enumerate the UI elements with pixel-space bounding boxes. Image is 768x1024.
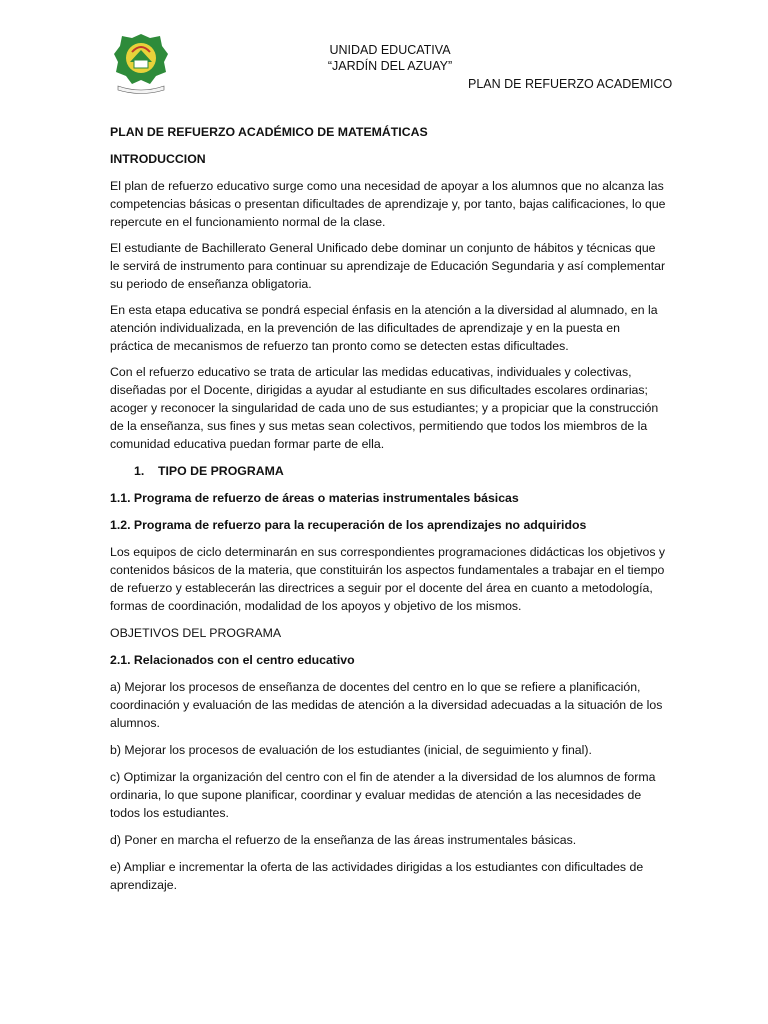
section-1-number: 1. bbox=[134, 464, 145, 478]
objective-c: c) Optimizar la organización del centro con el fin de atender a la diversidad de los alumnos de forma ordinaria, lo que supone planificar, coordinar y evaluar medidas de atención a las necesidades de todos los estudiantes. bbox=[110, 770, 656, 820]
objective-a: a) Mejorar los procesos de enseñanza de docentes del centro en lo que se refiere a planificación, coordinación y evaluación de las medidas de atención a la diversidad adecuadas a la situación de los alumnos. bbox=[110, 680, 663, 730]
document-header-title: PLAN DE REFUERZO ACADEMICO bbox=[468, 77, 673, 91]
intro-paragraph-3: En esta etapa educativa se pondrá especial énfasis en la atención a la diversidad al alumnado, en la atención individualizada, en la prevención de las dificultades de aprendizaje y en la puesta en práctica de mecanismos de refuerzo tan pronto como se detecten estas dificultades. bbox=[110, 303, 658, 353]
intro-paragraph-4: Con el refuerzo educativo se trata de articular las medidas educativas, individuales y colectivas, diseñadas por el Docente, dirigidas a ayudar al estudiante en sus dificultades escolares ordinarias; acoger y reconocer la singularidad de cada uno de sus estudiantes; y a propiciar que la construcción de la enseñanza, sus fines y sus metas sean colectivos, permitiendo que todos los miembros de la comunidad educativa puedan formar parte de ella. bbox=[110, 365, 659, 451]
school-crest-logo bbox=[110, 28, 172, 94]
intro-heading: INTRODUCCION bbox=[110, 152, 206, 166]
subsection-1-2: 1.2. Programa de refuerzo para la recuperación de los aprendizajes no adquiridos bbox=[110, 518, 587, 532]
subsection-1-1: 1.1. Programa de refuerzo de áreas o materias instrumentales básicas bbox=[110, 491, 519, 505]
program-paragraph: Los equipos de ciclo determinarán en sus correspondientes programaciones didácticas los objetivos y contenidos básicos de la materia, que constituirán los aspectos fundamentales a trabajar en el tiempo de refuerzo y establecerán las directrices a seguir por el docente del área en cuanto a metodología, formas de coordinación, modalidad de los apoyos y objetivo de los mismos. bbox=[110, 545, 666, 613]
document-body bbox=[110, 123, 666, 903]
intro-paragraph-2: El estudiante de Bachillerato General Unificado debe dominar un conjunto de hábitos y técnicas que le servirá de instrumento para continuar su aprendizaje de Educación Segundaria y así complementar su periodo de enseñanza obligatoria. bbox=[110, 241, 666, 291]
school-name-line2: “JARDÍN DEL AZUAY” bbox=[327, 59, 453, 73]
objective-e: e) Ampliar e incrementar la oferta de las actividades dirigidas a los estudiantes con dificultades de aprendizaje. bbox=[110, 860, 644, 892]
document-title: PLAN DE REFUERZO ACADÉMICO DE MATEMÁTICAS bbox=[110, 125, 428, 139]
objectives-heading: OBJETIVOS DEL PROGRAMA bbox=[110, 626, 282, 640]
school-name-line1: UNIDAD EDUCATIVA bbox=[329, 43, 451, 57]
objective-b: b) Mejorar los procesos de evaluación de los estudiantes (inicial, de seguimiento y final). bbox=[110, 743, 592, 757]
section-1-heading bbox=[110, 462, 666, 480]
section-1-title: TIPO DE PROGRAMA bbox=[158, 464, 284, 478]
objective-d: d) Poner en marcha el refuerzo de la enseñanza de las áreas instrumentales básicas. bbox=[110, 833, 577, 847]
intro-paragraph-1: El plan de refuerzo educativo surge como una necesidad de apoyar a los alumnos que no alcanza las competencias básicas o presentan dificultades de aprendizaje y, por tanto, bajas calificaciones, lo que repercute en el funcionamiento normal de la clase. bbox=[110, 179, 666, 229]
subsection-2-1: 2.1. Relacionados con el centro educativo bbox=[110, 653, 355, 667]
